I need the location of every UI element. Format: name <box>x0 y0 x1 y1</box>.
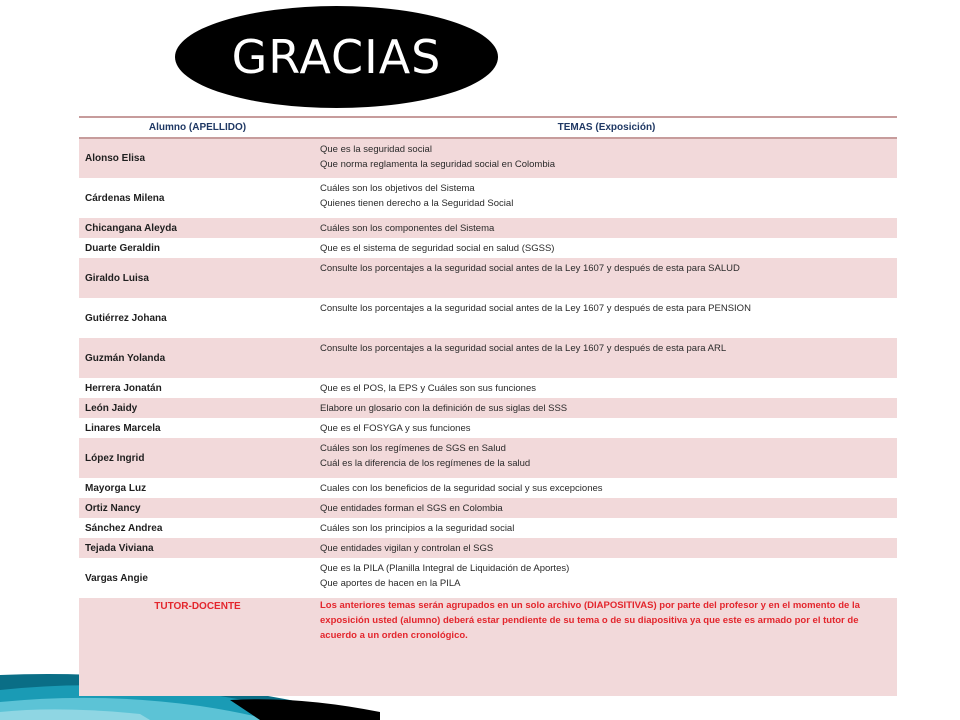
topic-line: Cuál es la diferencia de los regímenes de la salud <box>320 458 531 469</box>
topic-line: Que norma reglamenta la seguridad social en Colombia <box>320 159 555 170</box>
student-name: Alonso Elisa <box>79 138 316 178</box>
topic-cell <box>316 238 897 258</box>
topic-cell <box>316 478 897 498</box>
table-row <box>79 498 897 518</box>
table-row <box>79 478 897 498</box>
topic-line: Que es el sistema de seguridad social en salud (SGSS) <box>320 243 555 254</box>
topic-line: Que es la PILA (Planilla Integral de Liquidación de Aportes) <box>320 563 570 574</box>
topic-cell <box>316 298 897 338</box>
table-row <box>79 258 897 298</box>
table-row <box>79 418 897 438</box>
table-row <box>79 378 897 398</box>
student-name: Ortiz Nancy <box>79 498 316 518</box>
student-name: Mayorga Luz <box>79 478 316 498</box>
topic-cell <box>316 138 897 178</box>
title-oval <box>175 6 498 108</box>
topic-line: Consulte los porcentajes a la seguridad social antes de la Ley 1607 y después de esta para ARL <box>320 343 727 354</box>
topic-cell <box>316 498 897 518</box>
table-row <box>79 298 897 338</box>
table-row <box>79 398 897 418</box>
topic-line: Que entidades forman el SGS en Colombia <box>320 503 503 514</box>
topic-cell <box>316 178 897 218</box>
topic-line: Que aportes de hacen en la PILA <box>320 578 461 589</box>
table-row <box>79 558 897 598</box>
topic-line: Cuáles son los componentes del Sistema <box>320 223 495 234</box>
topic-line: Que es la seguridad social <box>320 144 432 155</box>
topic-cell <box>316 378 897 398</box>
topic-cell <box>316 338 897 378</box>
student-name: Linares Marcela <box>79 418 316 438</box>
student-name: León Jaidy <box>79 398 316 418</box>
table-header <box>79 117 897 138</box>
topic-line: Consulte los porcentajes a la seguridad social antes de la Ley 1607 y después de esta para PENSION <box>320 303 751 314</box>
topic-cell <box>316 418 897 438</box>
topic-line: Cuáles son los principios a la seguridad social <box>320 523 515 534</box>
student-name: López Ingrid <box>79 438 316 478</box>
student-name: Chicangana Aleyda <box>79 218 316 238</box>
topic-line: Consulte los porcentajes a la seguridad social antes de la Ley 1607 y después de esta para SALUD <box>320 263 740 274</box>
topic-line: Cuáles son los regímenes de SGS en Salud <box>320 443 506 454</box>
topic-cell <box>316 258 897 298</box>
topic-line: Que es el POS, la EPS y Cuáles son sus funciones <box>320 383 536 394</box>
table-row <box>79 338 897 378</box>
topic-cell <box>316 218 897 238</box>
topic-line: Cuáles son los objetivos del Sistema <box>320 183 475 194</box>
assignment-table <box>79 116 897 696</box>
table-row <box>79 438 897 478</box>
student-name: Cárdenas Milena <box>79 178 316 218</box>
student-name: Gutiérrez Johana <box>79 298 316 338</box>
table-row <box>79 538 897 558</box>
topic-cell <box>316 558 897 598</box>
topic-line: Quienes tienen derecho a la Seguridad Social <box>320 198 514 209</box>
student-name: Duarte Geraldin <box>79 238 316 258</box>
topic-cell <box>316 518 897 538</box>
topic-cell <box>316 438 897 478</box>
header-student: Alumno (APELLIDO) <box>79 117 316 138</box>
table-row <box>79 518 897 538</box>
topic-line: Que entidades vigilan y controlan el SGS <box>320 543 494 554</box>
topic-cell <box>316 538 897 558</box>
student-name: Vargas Angie <box>79 558 316 598</box>
slide-title: GRACIAS <box>231 30 442 84</box>
header-topics: TEMAS (Exposición) <box>316 117 897 138</box>
student-name: Tejada Viviana <box>79 538 316 558</box>
student-name: Giraldo Luisa <box>79 258 316 298</box>
table-row <box>79 138 897 178</box>
table-row <box>79 178 897 218</box>
table-row <box>79 218 897 238</box>
student-name: Herrera Jonatán <box>79 378 316 398</box>
topic-cell <box>316 398 897 418</box>
topic-line: Que es el FOSYGA y sus funciones <box>320 423 471 434</box>
topic-line: Cuales con los beneficios de la seguridad social y sus excepciones <box>320 483 603 494</box>
student-name: Guzmán Yolanda <box>79 338 316 378</box>
student-name: Sánchez Andrea <box>79 518 316 538</box>
tutor-label: TUTOR-DOCENTE <box>79 598 316 696</box>
table-row <box>79 238 897 258</box>
tutor-note: Los anteriores temas serán agrupados en un solo archivo (DIAPOSITIVAS) por parte del profesor y en el momento de la exposición usted (alumno) deberá estar pendiente de su tema o de su diapositiva ya que este es armado por el tutor de acuerdo a un orden cronológico. <box>316 598 897 696</box>
tutor-row <box>79 598 897 696</box>
topic-line: Elabore un glosario con la definición de sus siglas del SSS <box>320 403 568 414</box>
